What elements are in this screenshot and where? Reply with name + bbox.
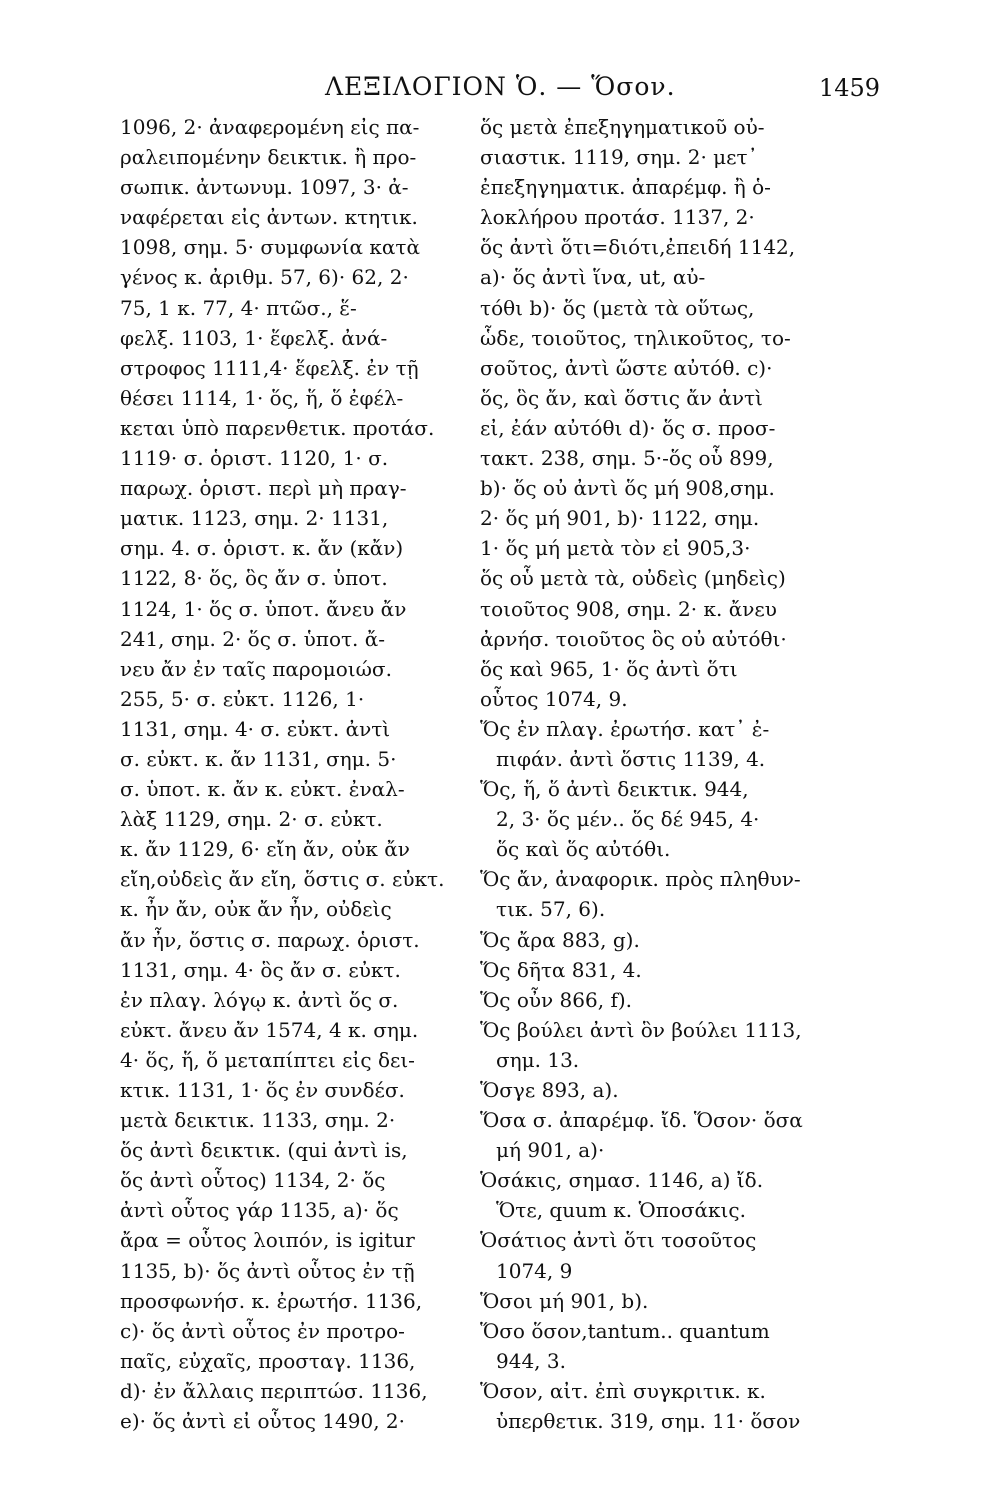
index-line: μετὰ δεικτικ. 1133, σημ. 2· xyxy=(120,1108,396,1133)
index-line: 1124, 1· ὅς σ. ὑποτ. ἄνευ ἄν xyxy=(120,596,407,621)
index-line: ἄν ἦν, ὅστις σ. παρωχ. ὁριστ. xyxy=(120,927,420,952)
index-line: σ. εὐκτ. κ. ἄν 1131, σημ. 5· xyxy=(120,746,397,771)
index-line: ἐπεξηγηματικ. ἀπαρέμφ. ἢ ὁ- xyxy=(480,175,771,200)
index-line: 4· ὅς, ἥ, ὅ μεταπίπτει εἰς δει- xyxy=(120,1047,415,1072)
index-line: εὐκτ. ἄνευ ἄν 1574, 4 κ. σημ. xyxy=(120,1017,419,1042)
index-line: Ὅς, ἥ, ὅ ἀντὶ δεικτικ. 944, xyxy=(480,777,749,802)
index-line: παῖς, εὐχαῖς, προσταγ. 1136, xyxy=(120,1348,416,1373)
index-line: b)· ὅς οὐ ἀντὶ ὅς μή 908,σημ. xyxy=(480,476,775,501)
index-line: Ὅς δῆτα 831, 4. xyxy=(480,957,642,982)
index-line: Ὅσγε 893, a). xyxy=(480,1078,619,1102)
index-line: πιφάν. ἀντὶ ὅστις 1139, 4. xyxy=(496,746,766,771)
index-column-left xyxy=(120,112,460,1436)
index-line: θέσει 1114, 1· ὅς, ἥ, ὅ ἐφέλ- xyxy=(120,385,404,410)
index-line: ραλειπομένην δεικτικ. ἢ προ- xyxy=(120,145,417,170)
index-line: 1098, σημ. 5· συμφωνία κατὰ xyxy=(120,235,420,260)
index-line: κ. ἦν ἄν, οὐκ ἄν ἦν, οὐδεὶς xyxy=(120,897,392,922)
index-line: 1135, b)· ὅς ἀντὶ οὗτος ἐν τῇ xyxy=(120,1258,415,1283)
index-line: ἀρνήσ. τοιοῦτος ὃς οὐ αὐτόθι· xyxy=(480,626,787,651)
running-head: ΛΕΞΙΛΟΓΙΟΝ Ὁ. — Ὅσον. xyxy=(325,72,676,101)
index-line: Ὅσο ὅσον,tantum.. quantum xyxy=(480,1318,770,1343)
index-line: προσφωνήσ. κ. ἐρωτήσ. 1136, xyxy=(120,1288,423,1313)
index-line: ναφέρεται εἰς ἀντων. κτητικ. xyxy=(120,205,418,230)
index-line: ἄρα = οὗτος λοιπόν, is igitur xyxy=(120,1228,415,1253)
index-line: 1074, 9 xyxy=(496,1258,573,1283)
index-line: ὅς καὶ ὅς αὐτόθι. xyxy=(496,837,671,862)
index-line: ὅς, ὃς ἄν, καὶ ὅστις ἄν ἀντὶ xyxy=(480,385,763,410)
index-line: λὰξ 1129, σημ. 2· σ. εὐκτ. xyxy=(120,807,383,832)
index-line: σιαστικ. 1119, σημ. 2· μετ᾽ xyxy=(480,145,758,170)
index-line: οὗτος 1074, 9. xyxy=(480,686,628,711)
index-line: εἰ, ἐάν αὐτόθι d)· ὅς σ. προσ- xyxy=(480,415,776,440)
index-line: Ὅσα σ. ἀπαρέμφ. ἴδ. Ὅσον· ὅσα xyxy=(480,1108,803,1133)
index-line: Ὅτε, quum κ. Ὁποσάκις. xyxy=(496,1198,746,1223)
index-line: Ὅς ἄν, ἀναφορικ. πρὸς πληθυν- xyxy=(480,867,801,892)
index-line: σημ. 13. xyxy=(496,1047,580,1072)
index-line: φελξ. 1103, 1· ἕφελξ. ἀνά- xyxy=(120,325,388,350)
index-line: μή 901, a)· xyxy=(496,1138,605,1163)
index-line: ὅς μετὰ ἐπεξηγηματικοῦ οὐ- xyxy=(480,115,765,139)
index-line: c)· ὅς ἀντὶ οὗτος ἐν προτρο- xyxy=(120,1318,405,1343)
index-line: κτικ. 1131, 1· ὅς ἐν συνδέσ. xyxy=(120,1078,405,1102)
index-line: 2· ὅς μή 901, b)· 1122, σημ. xyxy=(480,506,760,531)
index-line: 255, 5· σ. εὐκτ. 1126, 1· xyxy=(120,686,365,711)
index-line: γένος κ. ἀριθμ. 57, 6)· 62, 2· xyxy=(120,265,409,290)
index-line: ὅς καὶ 965, 1· ὅς ἀντὶ ὅτι xyxy=(480,656,738,681)
page-number: 1459 xyxy=(818,74,880,102)
index-line: Ὅς ἄρα 883, g). xyxy=(480,927,640,952)
index-line: ἐν πλαγ. λόγῳ κ. ἀντὶ ὅς σ. xyxy=(120,987,399,1012)
index-line: σοῦτος, ἀντὶ ὥστε αὐτόθ. c)· xyxy=(480,355,773,380)
index-line: 1131, σημ. 4· ὃς ἄν σ. εὐκτ. xyxy=(120,957,401,982)
index-line: d)· ἐν ἄλλαις περιπτώσ. 1136, xyxy=(120,1378,428,1403)
index-line: τικ. 57, 6). xyxy=(496,897,606,922)
index-line: 944, 3. xyxy=(496,1348,566,1373)
index-line: λοκλήρου προτάσ. 1137, 2· xyxy=(480,205,755,230)
index-line: εἴη,οὐδεὶς ἄν εἴη, ὅστις σ. εὐκτ. xyxy=(120,867,445,892)
index-line: τακτ. 238, σημ. 5·-ὅς οὗ 899, xyxy=(480,446,774,471)
index-line: ὑπερθετικ. 319, σημ. 11· ὅσον xyxy=(496,1409,801,1434)
index-line: νευ ἄν ἐν ταῖς παρομοιώσ. xyxy=(120,656,392,681)
index-line: ὅς ἀντὶ ὅτι=διότι,ἐπειδή 1142, xyxy=(480,235,796,260)
index-line: Ὅσον, αἰτ. ἐπὶ συγκριτικ. κ. xyxy=(480,1378,766,1403)
index-line: 1096, 2· ἀναφερομένη εἰς πα- xyxy=(120,115,420,139)
index-line: ἀντὶ οὗτος γάρ 1135, a)· ὅς xyxy=(120,1198,399,1223)
index-line: σωπικ. ἀντωνυμ. 1097, 3· ἀ- xyxy=(120,175,409,200)
index-line: σ. ὑποτ. κ. ἄν κ. εὐκτ. ἐναλ- xyxy=(120,777,405,802)
index-line: Ὅς βούλει ἀντὶ ὃν βούλει 1113, xyxy=(480,1017,802,1042)
index-line: 75, 1 κ. 77, 4· πτῶσ., ἕ- xyxy=(120,295,357,320)
index-line: ματικ. 1123, σημ. 2· 1131, xyxy=(120,506,389,531)
index-line: σημ. 4. σ. ὁριστ. κ. ἄν (κἄν) xyxy=(120,536,404,561)
index-line: κεται ὑπὸ παρενθετικ. προτάσ. xyxy=(120,415,435,440)
index-line: Ὅς οὖν 866, f). xyxy=(480,987,633,1012)
index-line: Ὅς ἐν πλαγ. ἐρωτήσ. κατ᾽ ἐ- xyxy=(480,716,770,741)
index-line: Ὁσάτιος ἀντὶ ὅτι τοσοῦτος xyxy=(480,1228,757,1253)
index-line: 1131, σημ. 4· σ. εὐκτ. ἀντὶ xyxy=(120,716,391,741)
page-header xyxy=(120,62,880,106)
index-line: Ὅσοι μή 901, b). xyxy=(480,1288,649,1313)
index-line: e)· ὅς ἀντὶ εἰ οὗτος 1490, 2· xyxy=(120,1409,405,1434)
index-line: a)· ὅς ἀντὶ ἵνα, ut, αὐ- xyxy=(480,265,706,290)
index-line: Ὁσάκις, σημασ. 1146, a) ἴδ. xyxy=(480,1168,764,1193)
index-line: κ. ἄν 1129, 6· εἴη ἄν, οὐκ ἄν xyxy=(120,837,410,862)
index-column-right xyxy=(480,112,820,1436)
index-line: 2, 3· ὅς μέν.. ὅς δέ 945, 4· xyxy=(496,807,760,832)
index-line: παρωχ. ὁριστ. περὶ μὴ πραγ- xyxy=(120,476,407,501)
index-line: 1119· σ. ὁριστ. 1120, 1· σ. xyxy=(120,446,389,471)
index-line: ὅς οὗ μετὰ τὰ, οὐδεὶς (μηδεὶς) xyxy=(480,566,786,591)
index-line: τόθι b)· ὅς (μετὰ τὰ οὕτως, xyxy=(480,295,755,320)
index-line: ὧδε, τοιοῦτος, τηλικοῦτος, το- xyxy=(480,325,791,350)
index-line: στροφος 1111,4· ἕφελξ. ἐν τῇ xyxy=(120,355,419,380)
index-line: 1· ὅς μή μετὰ τὸν εἰ 905,3· xyxy=(480,536,751,561)
index-line: τοιοῦτος 908, σημ. 2· κ. ἄνευ xyxy=(480,596,777,621)
index-line: 1122, 8· ὅς, ὃς ἄν σ. ὑποτ. xyxy=(120,566,388,591)
index-line: ὅς ἀντὶ δεικτικ. (qui ἀντὶ is, xyxy=(120,1138,408,1163)
index-line: ὅς ἀντὶ οὗτος) 1134, 2· ὅς xyxy=(120,1168,386,1193)
index-line: 241, σημ. 2· ὅς σ. ὑποτ. ἄ- xyxy=(120,626,386,651)
